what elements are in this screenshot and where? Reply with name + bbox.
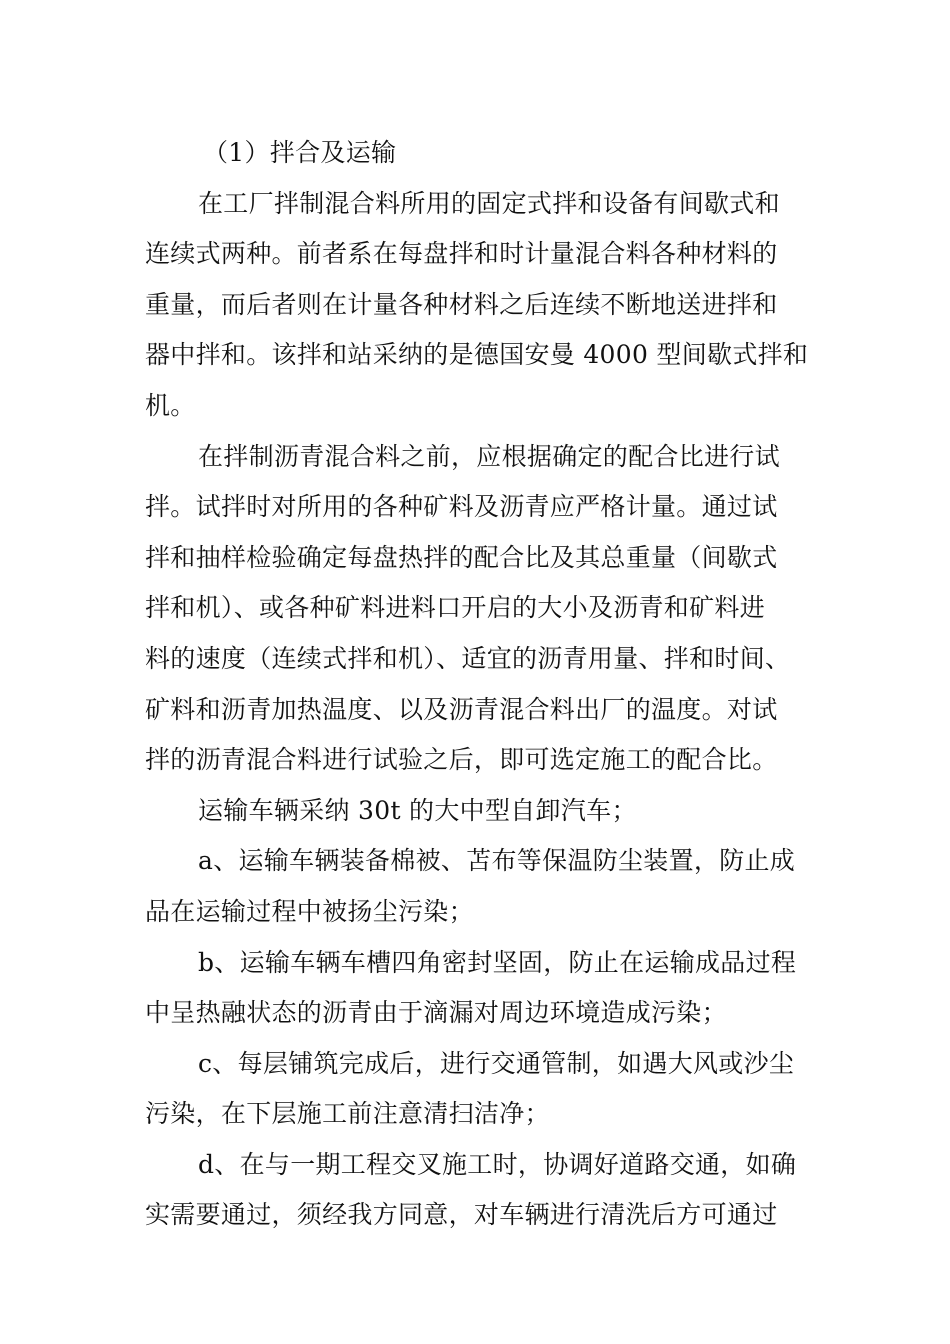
paragraph-line: 在拌制沥青混合料之前，应根据确定的配合比进行试 [198,441,780,471]
paragraph-line: 拌。试拌时对所用的各种矿料及沥青应严格计量。通过试 [145,492,778,522]
paragraph-line: 中呈热融状态的沥青由于滴漏对周边环境造成污染； [145,998,727,1028]
paragraph-line: 料的速度（连续式拌和机）、适宜的沥青用量、拌和时间、 [145,643,791,673]
paragraph-line: 器中拌和。该拌和站采纳的是德国安曼 4000 型间歇式拌和 [145,340,809,370]
paragraph-line: 连续式两种。前者系在每盘拌和时计量混合料各种材料的 [145,239,778,269]
list-item-c: c、每层铺筑完成后，进行交通管制，如遇大风或沙尘 [198,1048,795,1078]
paragraph-line: 拌和机）、或各种矿料进料口开启的大小及沥青和矿料进 [145,593,766,623]
document-body [145,128,810,1241]
list-item-b: b、运输车辆车槽四角密封坚固，防止在运输成品过程 [198,947,797,977]
paragraph-line: 拌和抽样检验确定每盘热拌的配合比及其总重量（间歇式 [145,542,778,572]
paragraph-line: 机。 [145,390,196,420]
list-item-d: d、在与一期工程交叉施工时，协调好道路交通，如确 [198,1149,797,1179]
paragraph-line: 实需要通过，须经我方同意，对车辆进行清洗后方可通过 [145,1200,778,1230]
paragraph-line: 拌的沥青混合料进行试验之后，即可选定施工的配合比。 [145,745,778,775]
paragraph-line: 重量，而后者则在计量各种材料之后连续不断地送进拌和 [145,289,778,319]
paragraph-line: 在工厂拌制混合料所用的固定式拌和设备有间歇式和 [198,188,780,218]
paragraph-line: 品在运输过程中被扬尘污染； [145,896,474,926]
paragraph-line: 污染，在下层施工前注意清扫洁净； [145,1099,550,1129]
list-item-a: a、运输车辆装备棉被、苫布等保温防尘装置，防止成 [198,846,796,876]
paragraph-line: 矿料和沥青加热温度、以及沥青混合料出厂的温度。对试 [145,694,778,724]
paragraph-line: 运输车辆采纳 30t 的大中型自卸汽车； [198,795,637,825]
section-heading: （1）拌合及运输 [203,138,397,167]
